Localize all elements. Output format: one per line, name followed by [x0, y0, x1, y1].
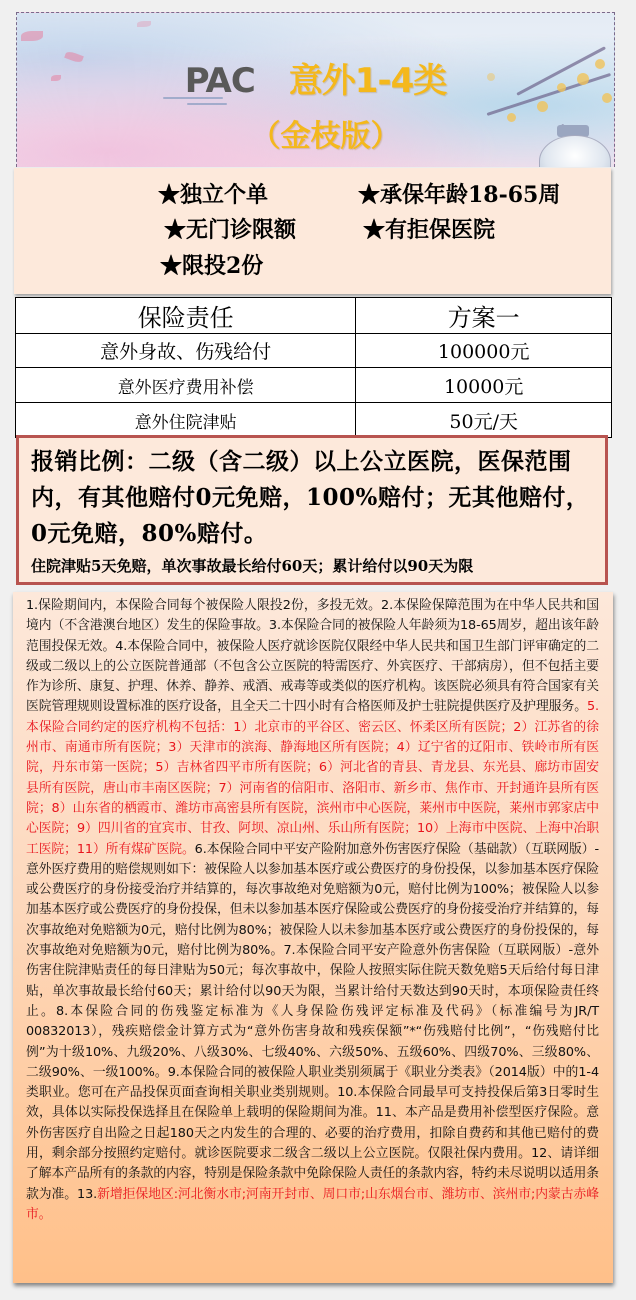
product-name: 意外1-4类 [288, 61, 447, 101]
new-excluded-regions-segment: 新增拒保地区:河北衡水市;河南开封市、周口市;山东烟台市、潍坊市、滨州市;内蒙古赤峰市。 [26, 1186, 600, 1222]
benefit-item: 意外医疗费用补偿 [16, 368, 356, 403]
excluded-hospitals-segment: 5.本保险合同约定的医疗机构不包括：1）北京市的平谷区、密云区、怀柔区所有医院；2）江苏省的徐州市、南通市所有医院；3）天津市的滨海、静海地区所有医院；4）辽宁省的辽阳市、铁岭市所有医院，丹东市第一医院；5）吉林省四平市所有医院；6）河北省的青县、青龙县、东光县、廊坊市固安县所有医院，唐山市丰南区医院；7）河南省的信阳市、洛阳市、新乡市、焦作市、开封通许县所有医院；8）山东省的栖霞市、潍坊市高密县所有医院，滨州市中心医院，莱州市中医院，莱州市郭家店中心医院；9）四川省的宜宾市、甘孜、阿坝、凉山州、乐山所有医院；10）上海市中医院、上海中冶职工医院；11）所有煤矿医院。 [26, 699, 599, 857]
feature-item: ★限投2份 [160, 253, 264, 279]
terms-segment: 6.本保险合同中平安产险附加意外伤害医疗保险（基础款）（互联网版）-意外医疗费用的赔偿规则如下：被保险人以参加基本医疗或公费医疗的身份投保，以参加基本医疗保险或公费医疗的身份接受治疗并结算的，每次事故绝对免赔额为0元，赔付比例为100%；被保险人以参加基本医疗或公费医疗的身份投保，但未以参加基本医疗保险或公费医疗的身份接受治疗并结算的，每次事故绝对免赔额为0元，赔付比例为80%；被保险人以未参加基本医疗或公费医疗的身份投保的，每次事故绝对免赔额为0元，赔付比例为80%。7.本保险合同平安产险意外伤害保险（互联网版）-意外伤害住院津贴责任的每日津贴为50元；每次事故中，保险人按照实际住院天数免赔5天后给付每日津贴，单次事故最长给付60天；累计给付以90天为限，当累计给付天数达到90天时，本项保险责任终止。8.本保险合同的伤残鉴定标准为《人身保险伤残评定标准及代码》（标准编号为JR/T 00832013），残疾赔偿金计算方式为“意外伤害身故和残疾保额”*“伤残赔付比例”，“伤残赔付比例”为十级10%、九级20%、八级30%、七级40%、六级50%、五级60%、四级70%、三级80%、二级90%、一级100%。9.本保险合同的被保险人职业类别须属于《职业分类表》（2014版）中的1-4类职业。您可在产品投保页面查询相关职业类别规则。10.本保险合同最早可支持投保后第3日零时生效，具体以实际投保选择且在保险单上载明的保险期间为准。11、本产品是费用补偿型医疗保险。意外伤害医疗自出险之日起180天之内发生的合理的、必要的治疗费用，扣除自费药和其他已赔付的费用，剩余部分按照约定赔付。就诊医院要求二级含二级以上公立医院。仅限社保内费用。12、请详细了解本产品所有的条款的内容，特别是保险条款中免除保险人责任的条款内容，特约未尽说明以适用条款为准。13. [26, 841, 599, 1202]
benefit-amount: 100000元 [356, 334, 612, 368]
column-header: 保险责任 [16, 298, 356, 334]
benefit-amount: 10000元 [356, 368, 612, 403]
table-row [16, 403, 612, 438]
product-edition: （金枝版） [250, 119, 401, 154]
benefit-item: 意外身故、伤残给付 [16, 334, 356, 368]
table-row [16, 368, 612, 403]
header-banner [16, 12, 615, 167]
banner-title [17, 53, 614, 102]
reimbursement-ratio-text: 报销比例：二级（含二级）以上公立医院，医保范围内，有其他赔付0元免赔，100%赔付；无其他赔付，0元免赔，80%赔付。 [31, 448, 590, 547]
feature-item: ★承保年龄18-65周 [358, 182, 561, 208]
brand-name: PAC [184, 61, 255, 101]
feature-item: ★无门诊限额 [164, 217, 297, 243]
hospital-allowance-note: 住院津贴5天免赔，单次事故最长给付60天；累计给付以90天为限 [31, 557, 474, 575]
table-header-row [16, 298, 612, 334]
table-row [16, 334, 612, 368]
reimbursement-box [16, 435, 608, 585]
petal-decoration [21, 31, 43, 41]
benefit-amount: 50元/天 [356, 403, 612, 438]
cloud-streak-decoration [187, 103, 227, 105]
terms-and-conditions [13, 592, 613, 1283]
feature-highlights [14, 168, 611, 294]
terms-segment: 1.保险期间内，本保险合同每个被保险人限投2份，多投无效。2.本保险保障范围为在中华人民共和国境内（不含港澳台地区）发生的保险事故。3.本保险合同的被保险人年龄须为18-65周岁，超出该年龄范围投保无效。4.本保险合同中，被保险人医疗就诊医院仅限经中华人民共和国卫生部门评审确定的二级或二级以上的公立医院普通部（不包含公立医院的特需医疗、外宾医疗、干部病房），但不包括主要作为诊所、康复、护理、休养、静养、戒酒、戒毒等或类似的医疗机构。该医院必须具有符合国家有关医院管理规则设置标准的医疗设备，且全天二十四小时有合格医师及护士驻院提供医疗及护理服务。 [26, 598, 599, 715]
benefits-table [15, 297, 612, 438]
feature-item: ★有拒保医院 [363, 217, 496, 243]
column-header: 方案一 [356, 298, 612, 334]
terms-text [26, 596, 599, 1225]
petal-decoration [137, 21, 151, 27]
benefit-item: 意外住院津贴 [16, 403, 356, 438]
feature-item: ★独立个单 [158, 182, 269, 208]
